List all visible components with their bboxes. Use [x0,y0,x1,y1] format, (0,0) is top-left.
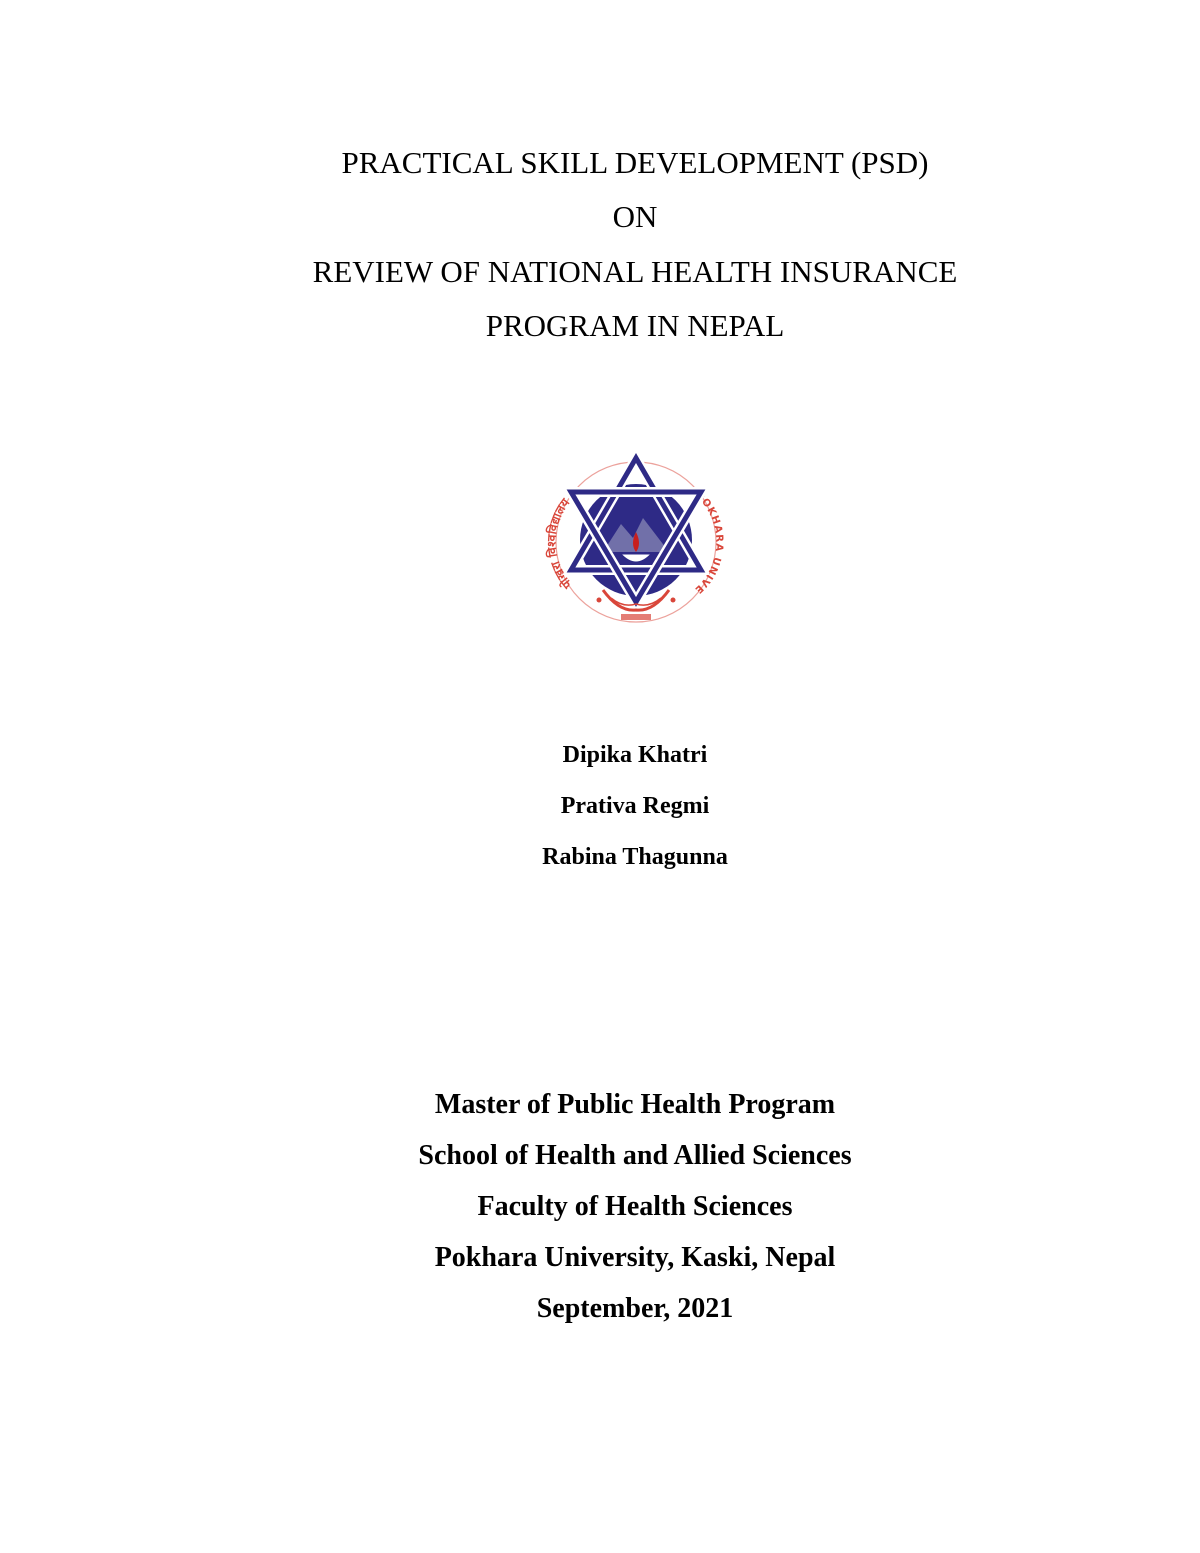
submission-date: September, 2021 [536,1293,734,1324]
title-line-3: REVIEW OF NATIONAL HEALTH INSURANCE [312,254,958,289]
title-line-4: PROGRAM IN NEPAL [485,308,785,343]
program-name: Master of Public Health Program [434,1089,836,1120]
title-line-2: ON [612,199,658,234]
emblem-text-right: POKHARA UNIVE [691,489,725,596]
author-1: Dipika Khatri [562,742,708,768]
pokhara-university-emblem-icon [541,452,731,632]
svg-text:पोखरा विश्वविद्यालय [545,495,576,592]
emblem-text-left: पोखरा विश्वविद्यालय [544,495,575,592]
school-name: School of Health and Allied Sciences [418,1140,852,1171]
university-name: Pokhara University, Kaski, Nepal [434,1242,836,1273]
author-2: Prativa Regmi [560,793,710,819]
author-3: Rabina Thagunna [542,844,728,870]
title-line-1: PRACTICAL SKILL DEVELOPMENT (PSD) [341,145,929,180]
faculty-name: Faculty of Health Sciences [477,1191,793,1222]
